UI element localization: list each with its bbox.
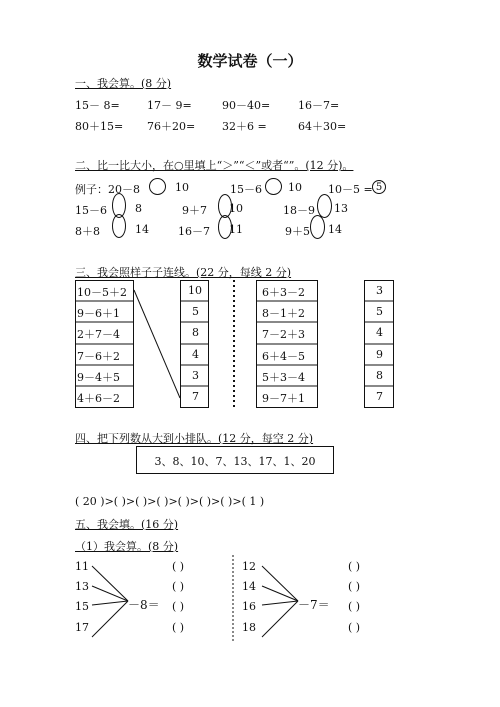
compare-expression: 15－6 [230, 183, 262, 196]
section-5-heading: 五、我会填。(16 分) [75, 518, 179, 531]
problem: 80＋15= [75, 120, 124, 133]
answer-blank[interactable]: ( ) [172, 580, 185, 593]
answer-cell: 4 [192, 348, 199, 361]
compare-value: 11 [229, 223, 243, 236]
circled-number: 5 [372, 180, 386, 194]
problem: 17－ 9= [147, 99, 192, 112]
expression-cell: 8－1＋2 [262, 307, 305, 320]
problem: 76＋20= [147, 120, 196, 133]
answer-blank[interactable]: ( ) [348, 600, 361, 613]
section-2-heading: 二、比一比大小，在○里填上“＞”“＜”或者“”。(12 分)。 [75, 159, 354, 172]
compare-expression: 9＋5 [285, 225, 310, 238]
compare-value: 13 [334, 202, 348, 215]
answer-column-1 [180, 280, 209, 408]
order-blanks[interactable]: ( 20 )>( )>( )>( )>( )>( )>( )>( 1 ) [75, 495, 265, 508]
answer-blank[interactable]: ( ) [348, 621, 361, 634]
expression-cell: 5＋3－4 [262, 371, 305, 384]
expression-cell: 6＋3－2 [262, 286, 305, 299]
answer-blank[interactable]: ( ) [172, 600, 185, 613]
fan-number: 16 [242, 600, 256, 613]
section-4-heading: 四、把下列数从大到小排队。(12 分，每空 2 分) [75, 432, 314, 445]
compare-value: 8 [135, 202, 142, 215]
answer-cell: 5 [192, 305, 199, 318]
fan-number: 18 [242, 621, 256, 634]
fan-number: 14 [242, 580, 256, 593]
compare-value: 14 [135, 223, 149, 236]
fan-operator: －8＝ [128, 598, 160, 612]
compare-expression: 9＋7 [182, 204, 207, 217]
problem: 64＋30= [298, 120, 347, 133]
expression-cell: 10－5＋2 [77, 286, 127, 299]
answer-blank[interactable]: ( ) [348, 560, 361, 573]
answer-cell: 3 [192, 369, 199, 382]
expression-cell: 9－4＋5 [77, 371, 120, 384]
numbers-list: 3、8、10、7、13、17、1、20 [154, 455, 316, 468]
answer-cell: 8 [192, 326, 199, 339]
compare-value: 10 [175, 181, 189, 194]
answer-cell: 4 [376, 326, 383, 339]
answer-cell: 7 [192, 390, 199, 403]
answer-cell: 8 [376, 369, 383, 382]
answer-cell: 9 [376, 348, 383, 361]
expression-cell: 4＋6－2 [77, 392, 120, 405]
fan-number: 11 [75, 560, 89, 573]
answer-blank[interactable]: ( ) [172, 621, 185, 634]
fan-operator: －7＝ [298, 598, 330, 612]
expression-cell: 9－7＋1 [262, 392, 305, 405]
problem: 16－7= [298, 99, 340, 112]
answer-cell: 10 [188, 284, 202, 297]
expression-cell: 2＋7－4 [77, 328, 120, 341]
compare-circle[interactable] [310, 215, 325, 239]
answer-blank[interactable]: ( ) [172, 560, 185, 573]
answer-column-2 [364, 280, 394, 408]
answer-cell: 7 [376, 390, 383, 403]
problem: 32＋6 = [222, 120, 267, 133]
answer-blank[interactable]: ( ) [348, 580, 361, 593]
compare-value: 14 [328, 223, 342, 236]
compare-expression: 18－9 [283, 204, 315, 217]
compare-circle[interactable] [149, 178, 166, 195]
problem: 90－40= [222, 99, 271, 112]
expression-cell: 6＋4－5 [262, 350, 305, 363]
example-match-line [134, 290, 180, 398]
compare-expression: 15－6 [75, 204, 107, 217]
answer-cell: 3 [376, 284, 383, 297]
answer-cell: 5 [376, 305, 383, 318]
fan-number: 12 [242, 560, 256, 573]
section-1-heading: 一、我会算。(8 分) [75, 77, 172, 90]
expression-cell: 7－2＋3 [262, 328, 305, 341]
compare-expression: 10－5 = [328, 183, 373, 196]
expression-cell: 7－6＋2 [77, 350, 120, 363]
problem: 15－ 8= [75, 99, 120, 112]
section-3-heading: 三、我会照样子子连线。(22 分，每线 2 分) [75, 266, 292, 279]
compare-expression: 16－7 [178, 225, 210, 238]
compare-circle[interactable] [112, 214, 126, 238]
subsection-1-heading: （1）我会算。(8 分) [75, 540, 179, 553]
compare-value: 10 [229, 202, 243, 215]
expression-cell: 9－6＋1 [77, 307, 120, 320]
example-label: 例子：20－8 [75, 183, 140, 196]
compare-value: 10 [288, 181, 302, 194]
fan-number: 17 [75, 621, 89, 634]
page-title: 数学试卷（一） [197, 52, 303, 70]
compare-expression: 8＋8 [75, 225, 100, 238]
fan-number: 13 [75, 580, 89, 593]
compare-circle[interactable] [265, 178, 282, 195]
fan-number: 15 [75, 600, 89, 613]
